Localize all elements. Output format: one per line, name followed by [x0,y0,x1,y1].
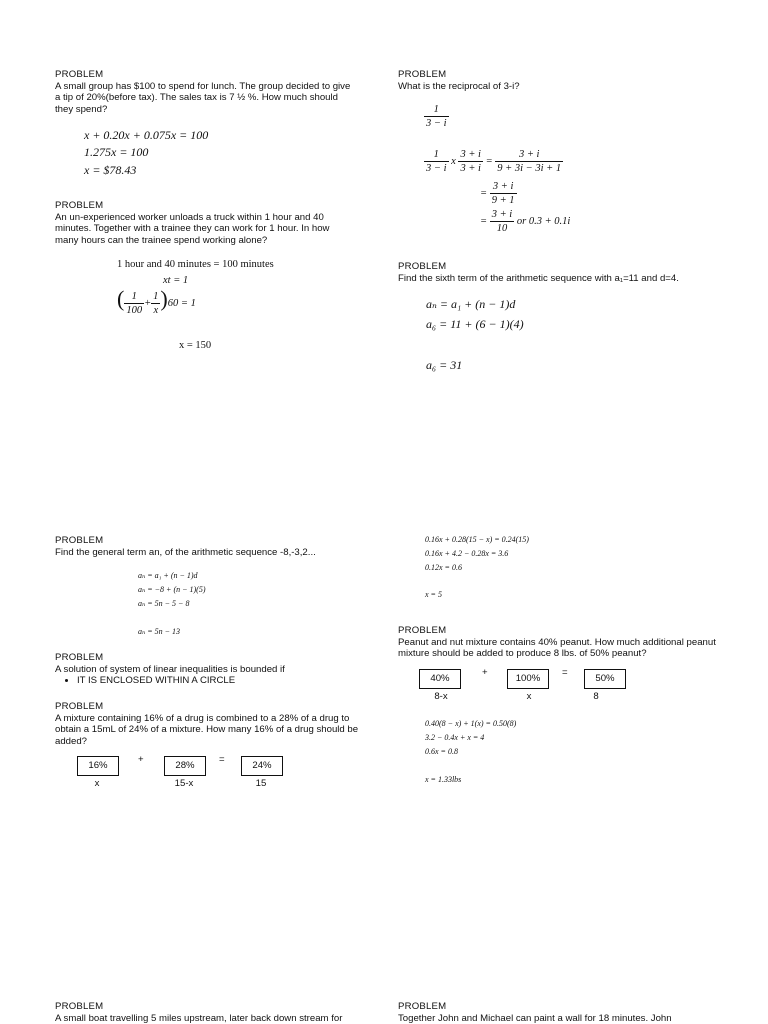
general-equation-3: aₙ = 5n − 5 − 8 [138,599,190,608]
problem-lunch [55,69,355,115]
general-equation-4: aₙ = 5n − 13 [138,627,181,636]
worker-equation-3: ( $\frac{1}{100}$ + $\frac{1}{x}$ )60 = 1 [117,285,196,316]
plus-sign: + [482,667,488,678]
problem-text: Find the general term an, of the arithmetic sequence -8,-3,2... [55,546,316,558]
problem-heading: PROBLEM [55,69,104,80]
problem-heading: PROBLEM [55,535,104,546]
problem-heading: PROBLEM [398,261,447,272]
peanut-equation-3: 0.6x = 0.8 [425,747,458,756]
problem-text: Peanut and nut mixture contains 40% peanut. How much additional peanut mixture should be added to produce 8 lbs. of 50% peanut? [398,636,716,660]
sixth-equation-2: a₆ = 11 + (6 − 1)(4) [426,317,524,331]
problem-heading: PROBLEM [398,625,447,636]
lunch-equation-2: 1.275x = 100 [84,145,149,159]
problem-heading: PROBLEM [398,1001,447,1012]
drug-equation-2: 0.16x + 4.2 − 0.28x = 3.6 [425,549,509,558]
problem-text: A mixture containing 16% of a drug is combined to a 28% of a drug to obtain a 15mL of 24% of a mixture. How many 16% of a drug should be added? [55,712,359,747]
problem-text: Together John and Michael can paint a wall for 18 minutes. John [398,1012,672,1024]
peanut-equation-1: 0.40(8 − x) + 1(x) = 0.50(8) [425,719,517,728]
drug-box-28: 28% [164,756,206,776]
general-equation-1: aₙ = a₁ + (n − 1)d [138,571,198,580]
problem-reciprocal [398,69,718,92]
problem-peanut [398,625,718,660]
problem-worker [55,200,355,246]
drug-label-x: x [94,778,100,789]
problem-heading: PROBLEM [398,69,447,80]
reciprocal-fraction: $\frac{1}{3 - i}$ [426,104,447,129]
peanut-box-100: 100% [507,669,549,689]
drug-label-15: 15 [255,778,267,789]
peanut-label-x: x [526,691,532,702]
drug-equation-1: 0.16x + 0.28(15 − x) = 0.24(15) [425,535,529,544]
drug-box-24: 24% [241,756,283,776]
problem-heading: PROBLEM [55,652,104,663]
problem-text: A solution of system of linear inequalities is bounded if [55,663,285,675]
peanut-box-40: 40% [419,669,461,689]
problem-inequalities [55,652,365,687]
reciprocal-step-1: $\frac{1}{3 - i}$ x $\frac{3 + i}{3 + i}$ = $\frac{3 + i}{9 + 3i - 3i + 1}$ [426,149,562,174]
problem-sixth-term [398,261,728,284]
problem-general-term [55,535,365,558]
problem-heading: PROBLEM [55,701,104,712]
problem-text: A small boat travelling 5 miles upstream, later back down stream for [55,1012,343,1024]
peanut-label-8: 8 [593,691,599,702]
answer-bullet: • IT IS ENCLOSED WITHIN A CIRCLE [77,675,365,687]
drug-label-15-x: 15-x [174,778,194,789]
equals-sign: = [219,754,225,765]
plus-sign: + [138,754,144,765]
sixth-equation-3: a₆ = 31 [426,358,463,372]
problem-painting [398,1001,718,1024]
problem-text: Find the sixth term of the arithmetic sequence with a₁=11 and d=4. [398,272,679,284]
problem-text: An un-experienced worker unloads a truck within 1 hour and 40 minutes. Together with a trainee they can work for 1 hour. In how many hours can the trainee spend working alone? [55,211,330,246]
peanut-equation-2: 3.2 − 0.4x + x = 4 [425,733,485,742]
reciprocal-step-2: = $\frac{3 + i}{9 + 1}$ [480,181,515,206]
reciprocal-step-3: = $\frac{3 + i}{10}$ or 0.3 + 0.1i [480,209,571,234]
general-equation-2: aₙ = −8 + (n − 1)(5) [138,585,206,594]
peanut-equation-4: x = 1.33lbs [425,775,462,784]
problem-heading: PROBLEM [55,1001,104,1012]
lunch-equation-1: x + 0.20x + 0.075x = 100 [84,128,209,142]
peanut-label-8-x: 8-x [434,691,448,702]
peanut-box-50: 50% [584,669,626,689]
problem-heading: PROBLEM [55,200,104,211]
lunch-equation-3: x = $78.43 [84,163,137,177]
worker-equation-1: 1 hour and 40 minutes = 100 minutes [117,259,274,270]
drug-equation-3: 0.12x = 0.6 [425,563,462,572]
drug-equation-4: x = 5 [425,590,442,599]
worker-equation-2: xt = 1 [163,275,189,286]
problem-drug-mixture [55,701,365,747]
sixth-equation-1: aₙ = a₁ + (n − 1)d [426,297,516,311]
problem-text: What is the reciprocal of 3-i? [398,80,520,92]
problem-boat [55,1001,375,1024]
worker-equation-4: x = 150 [179,340,212,351]
equals-sign: = [562,667,568,678]
drug-box-16: 16% [77,756,119,776]
problem-text: A small group has $100 to spend for lunch. The group decided to give a tip of 20%(before tax). The sales tax is 7 ½ %. How much should they spend? [55,80,351,115]
